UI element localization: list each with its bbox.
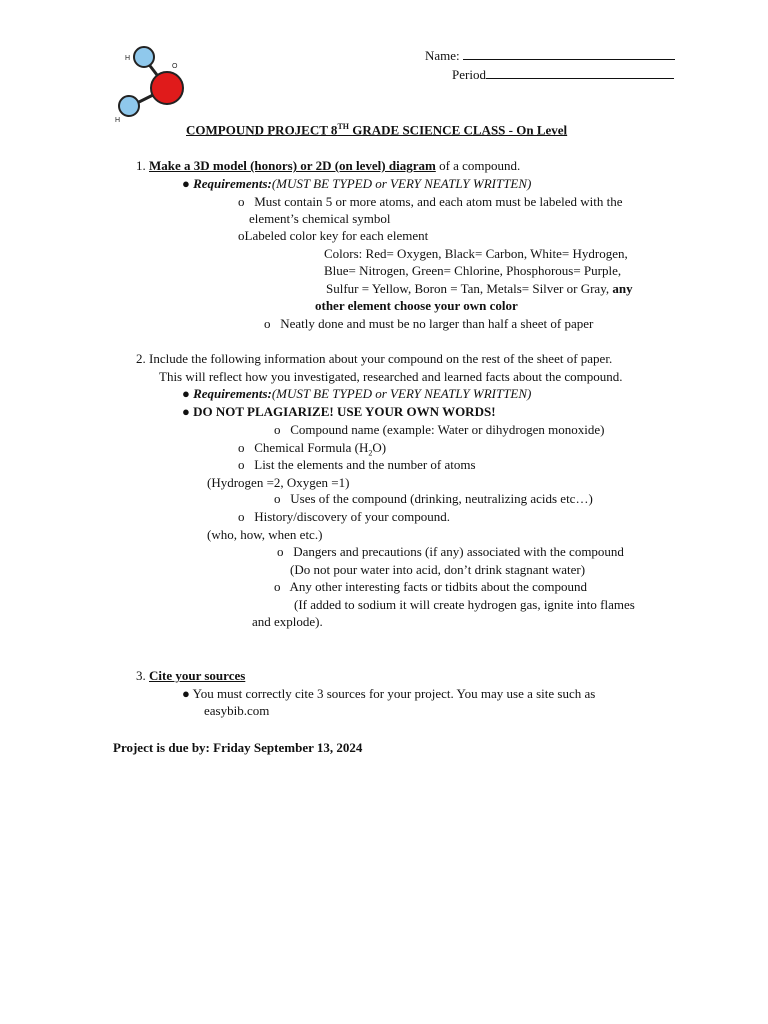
bullet-icon: ● <box>182 386 190 401</box>
history-example: (who, how, when etc.) <box>207 527 323 542</box>
circle-bullet-icon: o <box>238 228 245 243</box>
section2-heading-cont: This will reflect how you investigated, researched and learned facts about the compound. <box>159 369 623 384</box>
facts-example-cont: and explode). <box>252 614 323 629</box>
dangers-example: (Do not pour water into acid, don’t drink stagnant water) <box>290 562 586 577</box>
list-elements-example: (Hydrogen =2, Oxygen =1) <box>207 475 350 490</box>
period-label: Period <box>452 67 486 82</box>
section1-item-atoms-cont: element’s chemical symbol <box>249 211 391 226</box>
circle-bullet-icon: o <box>274 491 281 506</box>
hydrogen-atom <box>134 47 154 67</box>
section2-heading: 2. Include the following information about your compound on the rest of the sheet of paper. <box>136 351 613 366</box>
colors-line-1: Colors: Red= Oxygen, Black= Carbon, White= Hydrogen, <box>324 246 628 261</box>
facts-example: (If added to sodium it will create hydrogen gas, ignite into flames <box>294 597 635 612</box>
circle-bullet-icon: o <box>238 509 245 524</box>
section1-heading: 1. Make a 3D model (honors) or 2D (on level) diagram of a compound. <box>136 158 521 173</box>
bullet-icon: ● <box>182 686 190 701</box>
bullet-icon: ● <box>182 176 190 191</box>
hydrogen-atom <box>119 96 139 116</box>
section1-item-atoms: o Must contain 5 or more atoms, and each atom must be labeled with the <box>238 194 623 209</box>
atom-label: H <box>125 55 131 62</box>
item-compound-name: o Compound name (example: Water or dihydrogen monoxide) <box>274 422 605 437</box>
item-facts: o Any other interesting facts or tidbits about the compound <box>274 579 588 594</box>
section3-heading: 3. Cite your sources <box>136 668 246 683</box>
plagiarize-warning: ● DO NOT PLAGIARIZE! USE YOUR OWN WORDS! <box>182 404 496 419</box>
due-date: Project is due by: Friday September 13, 2024 <box>113 740 363 755</box>
circle-bullet-icon: o <box>238 457 245 472</box>
item-chemical-formula: o Chemical Formula $(H_2O)$ <box>238 440 387 458</box>
page-title: COMPOUND PROJECT 8TH GRADE SCIENCE CLASS - On Level <box>186 122 568 138</box>
item-dangers: o Dangers and precautions (if any) associated with the compound <box>277 544 624 559</box>
circle-bullet-icon: o <box>264 316 271 331</box>
circle-bullet-icon: o <box>274 579 281 594</box>
section3-cite-instructions-cont: easybib.com <box>204 703 270 718</box>
water-molecule-logo <box>112 40 192 126</box>
name-label: Name: <box>425 48 460 63</box>
circle-bullet-icon: o <box>238 440 245 455</box>
atom-label: H <box>115 117 121 124</box>
colors-line-4: other element choose your own color <box>315 298 518 313</box>
oxygen-atom <box>151 72 183 104</box>
colors-line-2: Blue= Nitrogen, Green= Chlorine, Phosphorous= Purple, <box>324 263 622 278</box>
section1-item-neat: o Neatly done and must be no larger than half a sheet of paper <box>264 316 594 331</box>
circle-bullet-icon: o <box>274 422 281 437</box>
section3-cite-instructions: ● You must correctly cite 3 sources for your project. You may use a site such as <box>182 686 596 701</box>
section2-requirements: ● Requirements:(MUST BE TYPED or VERY NEATLY WRITTEN) <box>182 386 532 401</box>
circle-bullet-icon: o <box>238 194 245 209</box>
name-line <box>425 47 675 64</box>
period-blank <box>486 66 674 79</box>
section1-requirements: ● Requirements:(MUST BE TYPED or VERY NEATLY WRITTEN) <box>182 176 532 191</box>
bullet-icon: ● <box>182 404 190 419</box>
circle-bullet-icon: o <box>277 544 284 559</box>
item-uses: o Uses of the compound (drinking, neutralizing acids etc…) <box>274 491 593 506</box>
period-line <box>452 66 674 83</box>
name-blank <box>463 47 675 60</box>
atom-label: O <box>172 63 178 70</box>
colors-line-3: Sulfur = Yellow, Boron = Tan, Metals= Silver or Gray, any <box>326 281 633 296</box>
item-history: o History/discovery of your compound. <box>238 509 450 524</box>
section1-item-color-key: oLabeled color key for each element <box>238 228 429 243</box>
item-list-elements: o List the elements and the number of atoms <box>238 457 476 472</box>
